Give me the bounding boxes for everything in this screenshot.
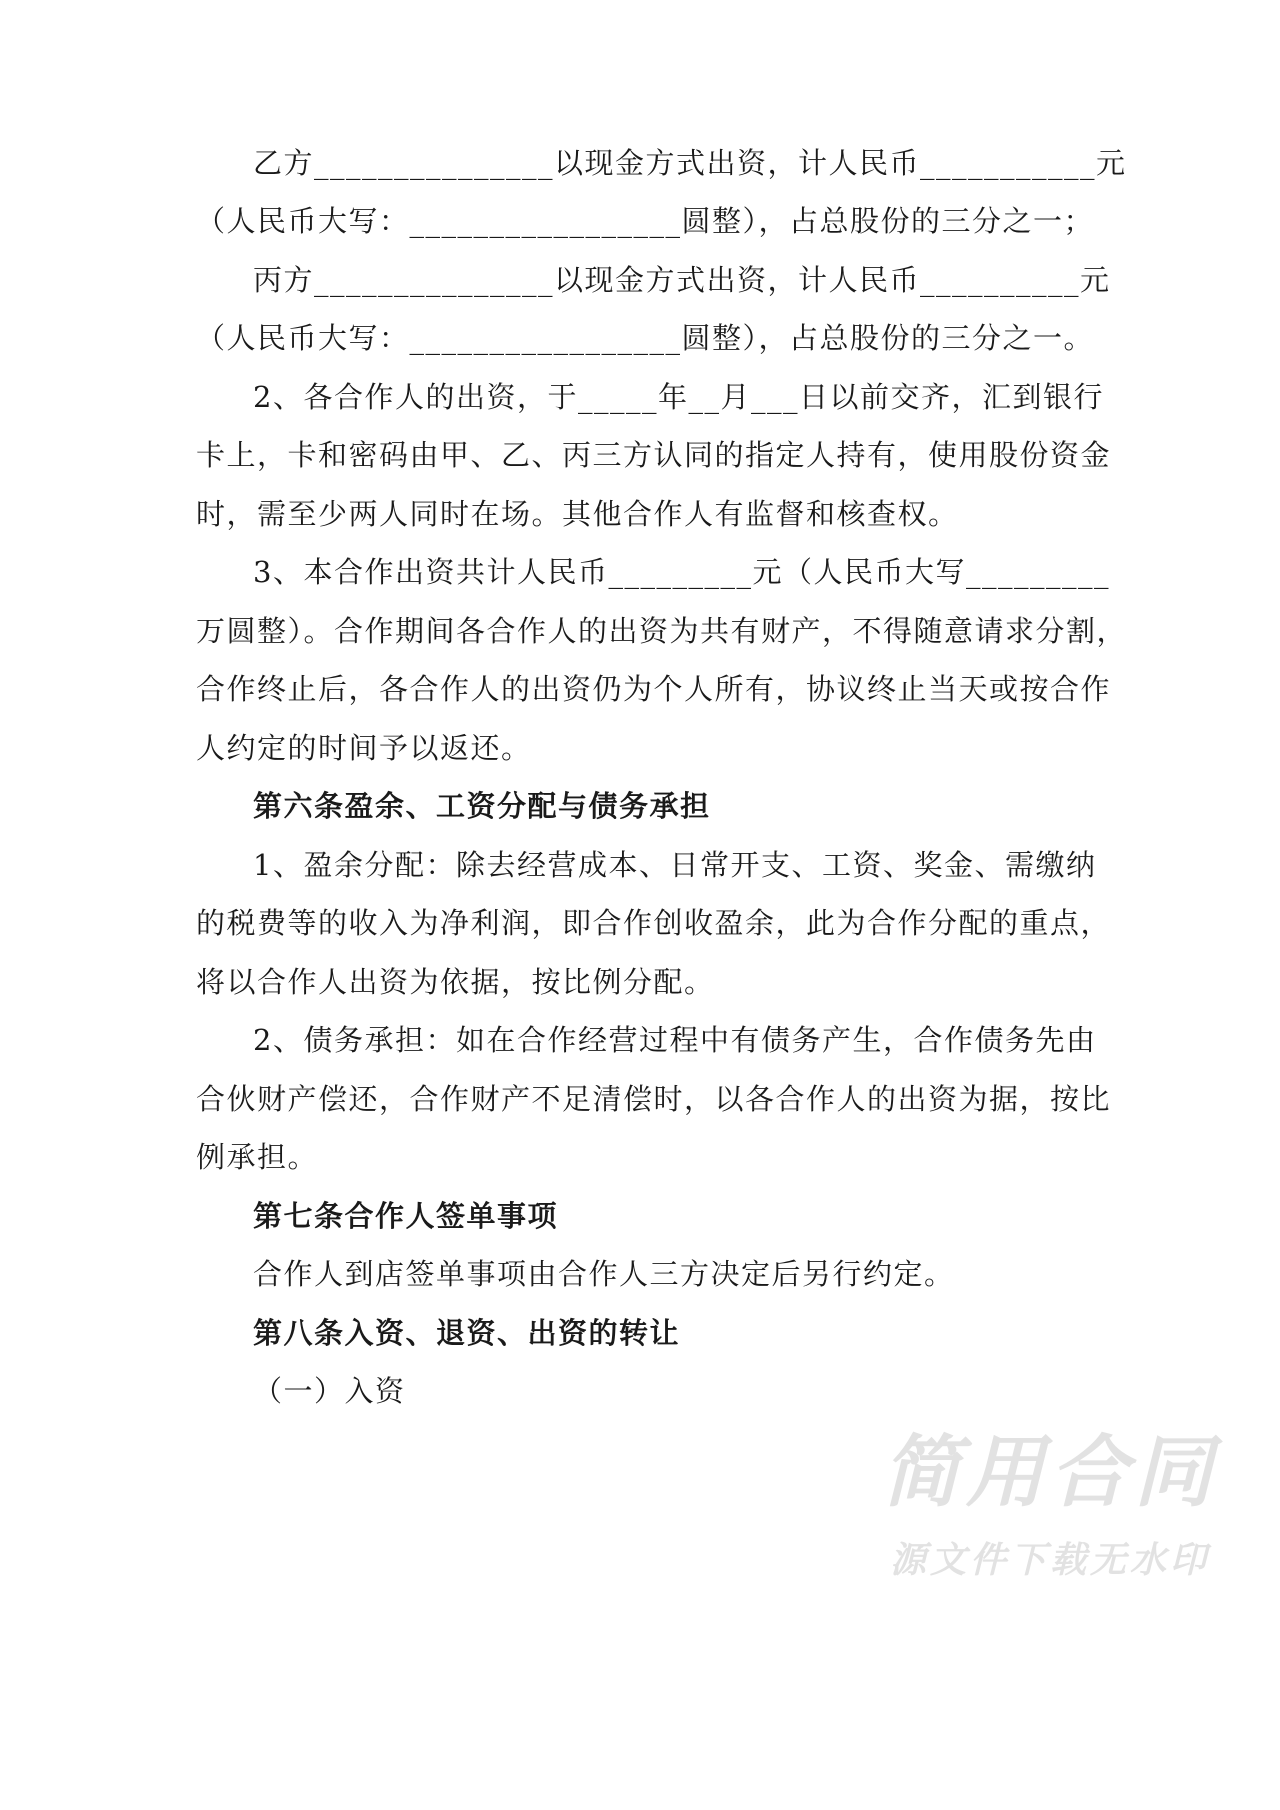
text-line: 万圆整）。合作期间各合作人的出资为共有财产，不得随意请求分割， bbox=[196, 614, 1128, 648]
text-line: 合作终止后，各合作人的出资仍为个人所有，协议终止当天或按合作 bbox=[196, 672, 1112, 706]
text-line: 合伙财产偿还，合作财产不足清偿时，以各合作人的出资为据，按比 bbox=[196, 1082, 1112, 1116]
text-line: 合作人到店签单事项由合作人三方决定后另行约定。 bbox=[253, 1257, 955, 1291]
watermark bbox=[880, 1425, 1220, 1585]
text-line: 卡上，卡和密码由甲、乙、丙三方认同的指定人持有，使用股份资金 bbox=[196, 438, 1112, 472]
text-line: 将以合作人出资为依据，按比例分配。 bbox=[196, 965, 715, 999]
text-line: 的税费等的收入为净利润，即合作创收盈余，此为合作分配的重点， bbox=[196, 906, 1112, 940]
text-line: 3、本合作出资共计人民币_________元（人民币大写_________ bbox=[253, 555, 1110, 589]
text-line: 2、债务承担：如在合作经营过程中有债务产生，合作债务先由 bbox=[253, 1023, 1097, 1057]
text-line: 1、盈余分配：除去经营成本、日常开支、工资、奖金、需缴纳 bbox=[253, 848, 1097, 882]
section-heading: 第七条合作人签单事项 bbox=[253, 1199, 559, 1233]
text-line: 时，需至少两人同时在场。其他合作人有监督和核查权。 bbox=[196, 497, 959, 531]
text-line: 例承担。 bbox=[196, 1140, 319, 1174]
text-line: 人约定的时间予以返还。 bbox=[196, 731, 532, 765]
section-heading: 第六条盈余、工资分配与债务承担 bbox=[253, 789, 711, 823]
text-line: （一）入资 bbox=[253, 1374, 406, 1408]
text-line: （人民币大写：_________________圆整），占总股份的三分之一。 bbox=[196, 321, 1095, 355]
watermark-subtitle: 源文件下载无水印 bbox=[889, 1540, 1210, 1581]
text-line: （人民币大写：_________________圆整），占总股份的三分之一； bbox=[196, 204, 1095, 238]
text-line: 乙方_______________以现金方式出资，计人民币___________元 bbox=[253, 146, 1127, 180]
text-line: 2、各合作人的出资，于_____年__月___日以前交齐，汇到银行 bbox=[253, 380, 1104, 414]
text-line: 丙方_______________以现金方式出资，计人民币__________元 bbox=[253, 263, 1111, 297]
watermark-title: 简用合同 bbox=[881, 1428, 1218, 1518]
section-heading: 第八条入资、退资、出资的转让 bbox=[253, 1316, 681, 1350]
